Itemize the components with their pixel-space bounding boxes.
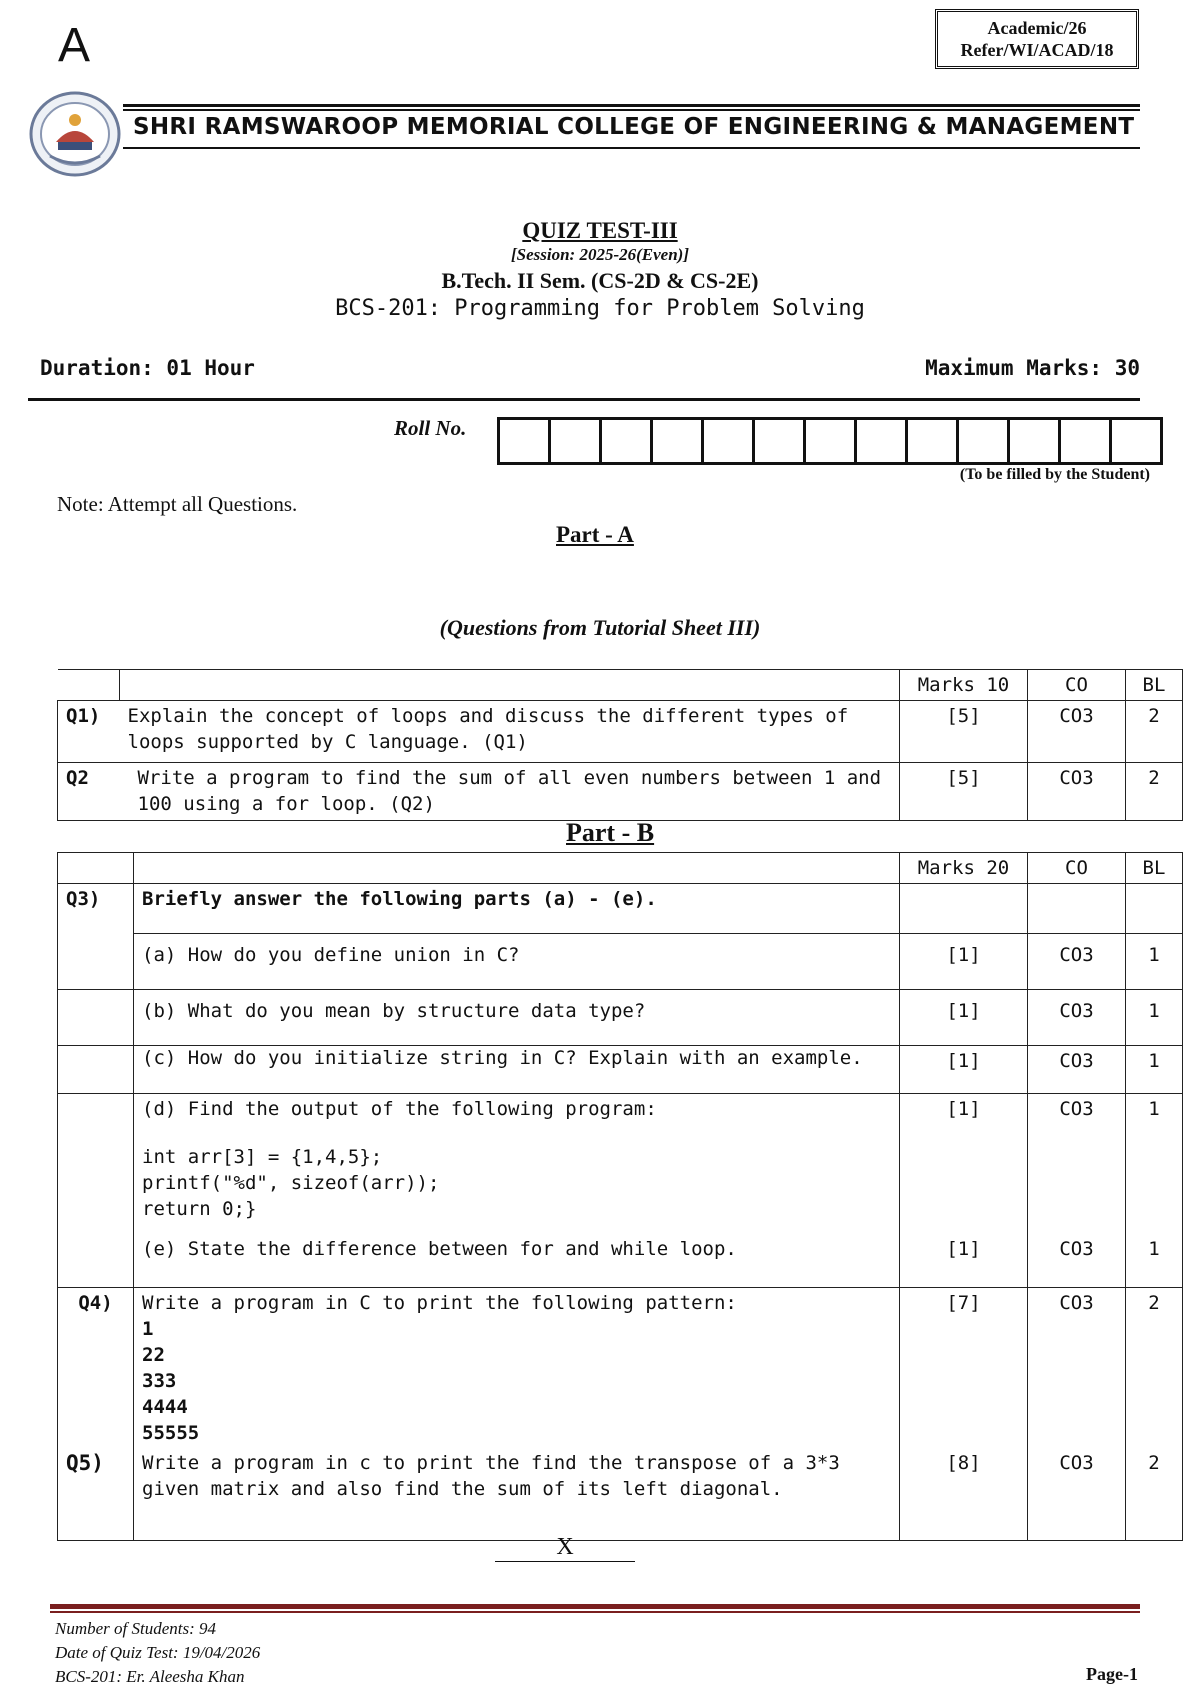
code-line: printf("%d", sizeof(arr)); — [142, 1172, 440, 1194]
question-co: CO3 — [1028, 990, 1126, 1046]
question-marks: [5] — [900, 763, 1028, 821]
question-co: CO3 — [1028, 934, 1126, 990]
bl-header: BL — [1126, 853, 1183, 884]
part-b-table — [57, 852, 1183, 1541]
footer-rule-thin — [50, 1611, 1140, 1613]
question-text: Write a program in c to print the find the transpose of a 3*3 given matrix and also find the sum of its left diagonal. — [134, 1448, 900, 1540]
roll-number-box — [755, 420, 806, 462]
question-co: CO3 — [1028, 1448, 1126, 1540]
reference-line-2: Refer/WI/ACAD/18 — [960, 40, 1114, 60]
question-bl: 2 — [1126, 701, 1183, 763]
question-bl: 2 — [1126, 1288, 1183, 1449]
question-number: Q4) — [58, 1288, 134, 1449]
reference-code-box — [935, 9, 1139, 69]
question-marks: [7] — [900, 1288, 1028, 1449]
table-header-row — [58, 853, 1183, 884]
table-row — [58, 1288, 1183, 1449]
roll-number-label: Roll No. — [394, 416, 467, 440]
co-header: CO — [1028, 670, 1126, 701]
duration: Duration: 01 Hour — [40, 356, 255, 380]
question-marks: [1] — [900, 990, 1028, 1046]
roll-number-box — [551, 420, 602, 462]
code-line: int arr[3] = {1,4,5}; — [142, 1146, 383, 1168]
question-number: Q2 — [58, 763, 120, 821]
table-row — [58, 1046, 1183, 1094]
roll-number-box — [704, 420, 755, 462]
question-set-letter: A — [58, 19, 91, 72]
roll-number-note: (To be filled by the Student) — [959, 466, 1150, 483]
question-bl: 2 — [1126, 1448, 1183, 1540]
table-row — [58, 884, 1183, 934]
table-row — [58, 1448, 1183, 1540]
marks-header: Marks 10 — [900, 670, 1028, 701]
question-co: CO3 — [1028, 1094, 1126, 1234]
session: [Session: 2025-26(Even)] — [510, 245, 689, 264]
question-bl: 1 — [1126, 1046, 1183, 1094]
question-co: CO3 — [1028, 1234, 1126, 1288]
question-number: Q5) — [58, 1448, 134, 1540]
instructions-note: Note: Attempt all Questions. — [57, 492, 298, 516]
roll-number-box — [602, 420, 653, 462]
sub-question-text: (d) Find the output of the following program: — [142, 1098, 657, 1120]
table-row — [58, 763, 1183, 821]
question-marks: [5] — [900, 701, 1028, 763]
table-row — [58, 1234, 1183, 1288]
footer-rule — [50, 1604, 1140, 1609]
part-a-title: Part - A — [556, 522, 634, 547]
code-line: return 0;} — [142, 1198, 257, 1220]
question-co: CO3 — [1028, 1046, 1126, 1094]
roll-number-box — [806, 420, 857, 462]
sub-question-text: (c) How do you initialize string in C? Explain with an example. — [134, 1046, 900, 1094]
end-of-paper-mark: X — [495, 1534, 635, 1562]
question-co: CO3 — [1028, 701, 1126, 763]
part-a-subtitle: (Questions from Tutorial Sheet III) — [439, 615, 761, 640]
number-of-students: Number of Students: 94 — [55, 1619, 217, 1638]
roll-number-box — [1061, 420, 1112, 462]
roll-number-box — [908, 420, 959, 462]
sub-question-text: (e) State the difference between for and while loop. — [134, 1234, 900, 1288]
footer-info — [55, 1617, 260, 1689]
pattern-line: 4444 — [142, 1396, 188, 1418]
question-text: Write a program in C to print the following pattern: — [142, 1292, 737, 1314]
table-row — [58, 701, 1183, 763]
college-name: SHRI RAMSWAROOP MEMORIAL COLLEGE OF ENGINEERING & MANAGEMENT — [133, 114, 1135, 140]
course: B.Tech. II Sem. (CS-2D & CS-2E) — [441, 268, 759, 293]
college-seal-icon — [28, 90, 122, 178]
question-co: CO3 — [1028, 763, 1126, 821]
marks-header: Marks 20 — [900, 853, 1028, 884]
question-number: Q3) — [58, 884, 134, 934]
sub-question-text: (b) What do you mean by structure data type? — [134, 990, 900, 1046]
question-bl: 1 — [1126, 1234, 1183, 1288]
header-bottom-rule — [123, 147, 1140, 149]
table-row — [58, 990, 1183, 1046]
question-text: Briefly answer the following parts (a) - (e). — [134, 884, 900, 934]
question-marks: [1] — [900, 1234, 1028, 1288]
roll-number-box — [500, 420, 551, 462]
roll-number-box — [1010, 420, 1061, 462]
reference-line-1: Academic/26 — [987, 18, 1087, 38]
subject: BCS-201: Programming for Problem Solving — [335, 296, 865, 321]
roll-number-box — [1112, 420, 1163, 462]
roll-number-box — [857, 420, 908, 462]
question-marks: [8] — [900, 1448, 1028, 1540]
question-bl: 2 — [1126, 763, 1183, 821]
header-top-rule-thin — [123, 109, 1140, 111]
table-header-row — [58, 670, 1183, 701]
bl-header: BL — [1126, 670, 1183, 701]
roll-number-box — [653, 420, 704, 462]
roll-number-box — [959, 420, 1010, 462]
question-bl: 1 — [1126, 1094, 1183, 1234]
part-a-table — [57, 669, 1183, 821]
question-bl: 1 — [1126, 934, 1183, 990]
question-marks: [1] — [900, 934, 1028, 990]
roll-number-boxes — [497, 417, 1163, 465]
question-q4 — [134, 1288, 900, 1449]
pattern-line: 1 — [142, 1318, 154, 1340]
table-row — [58, 934, 1183, 990]
question-co: CO3 — [1028, 1288, 1126, 1449]
pattern-line: 22 — [142, 1344, 165, 1366]
question-marks: [1] — [900, 1094, 1028, 1234]
maximum-marks: Maximum Marks: 30 — [925, 356, 1140, 380]
part-b-title: Part - B — [566, 818, 655, 847]
question-number: Q1) — [58, 701, 120, 763]
header-top-rule — [123, 104, 1140, 107]
pattern-line: 55555 — [142, 1422, 200, 1444]
divider-rule — [28, 398, 1140, 401]
question-text: Explain the concept of loops and discuss the different types of loops supported by C language. (Q1) — [120, 701, 900, 763]
quiz-title: QUIZ TEST-III — [522, 218, 678, 243]
question-text: Write a program to find the sum of all even numbers between 1 and 100 using a for loop. (Q2) — [120, 763, 900, 821]
table-row — [58, 1094, 1183, 1234]
co-header: CO — [1028, 853, 1126, 884]
faculty-name: BCS-201: Er. Aleesha Khan — [55, 1667, 245, 1686]
pattern-line: 333 — [142, 1370, 177, 1392]
page-number: Page-1 — [1086, 1664, 1138, 1684]
question-marks: [1] — [900, 1046, 1028, 1094]
sub-question-text: (a) How do you define union in C? — [134, 934, 900, 990]
sub-question-d — [134, 1094, 900, 1234]
quiz-date: Date of Quiz Test: 19/04/2026 — [55, 1643, 261, 1662]
question-bl: 1 — [1126, 990, 1183, 1046]
